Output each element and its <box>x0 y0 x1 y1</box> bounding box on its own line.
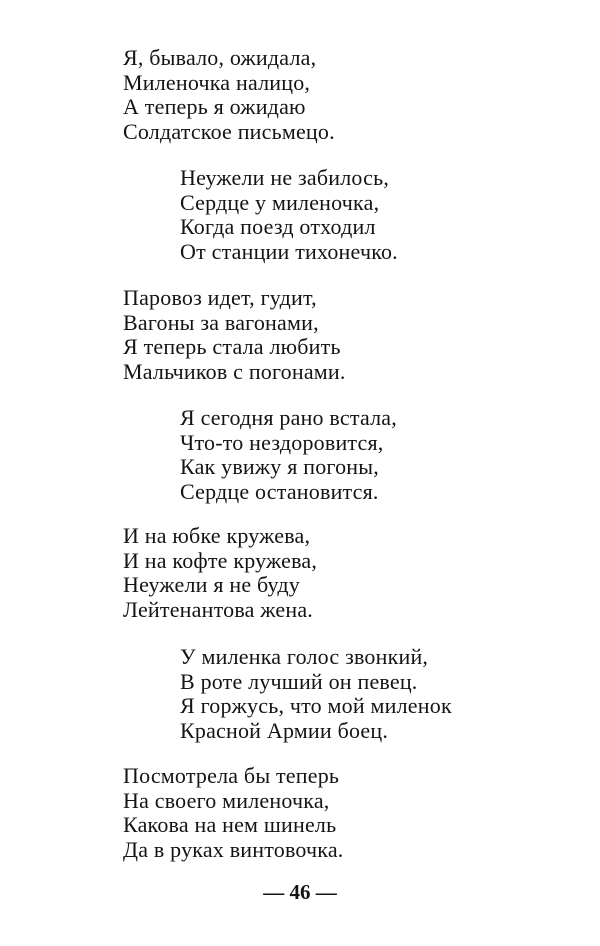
stanza-4 <box>180 406 397 504</box>
verse-line: Красной Армии боец. <box>180 717 389 743</box>
verse-line: У миленка голос звонкий, <box>180 644 429 669</box>
verse-line: А теперь я ожидаю <box>123 94 306 119</box>
verse-line: Неужели не забилось, <box>180 165 390 190</box>
verse-line: Солдатское письмецо. <box>123 118 335 144</box>
verse-line: Мальчиков с погонами. <box>123 358 346 384</box>
stanza-5 <box>123 524 317 622</box>
verse-line: Я сегодня рано встала, <box>180 405 397 430</box>
page-number: — 46 — <box>263 880 337 904</box>
verse-line: Сердце у миленочка, <box>180 189 380 215</box>
verse-line: Я теперь стала любить <box>123 334 341 359</box>
verse-line: Посмотрела бы теперь <box>123 763 340 788</box>
stanza-3 <box>123 286 346 384</box>
verse-line: Миленочка налицо, <box>123 69 311 95</box>
verse-line: Сердце остановится. <box>180 478 379 504</box>
verse-line: Я горжусь, что мой миленок <box>180 693 452 718</box>
stanza-7 <box>123 764 344 862</box>
verse-line: И на кофте кружева, <box>123 547 318 573</box>
verse-line: Как увижу я погоны, <box>180 454 379 479</box>
stanza-1 <box>123 46 335 144</box>
verse-line: Паровоз идет, гудит, <box>123 285 317 310</box>
verse-line: Да в руках винтовочка. <box>123 836 344 862</box>
verse-line: И на юбке кружева, <box>123 523 311 548</box>
verse-line: Какова на нем шинель <box>123 812 337 837</box>
stanza-2 <box>180 166 398 264</box>
verse-line: Я, бывало, ожидала, <box>123 45 317 70</box>
verse-line: Вагоны за вагонами, <box>123 309 319 335</box>
verse-line: На своего миленочка, <box>123 787 330 813</box>
verse-line: Неужели я не буду <box>123 572 300 597</box>
verse-line: В роте лучший он певец. <box>180 668 418 694</box>
stanza-6 <box>180 645 452 743</box>
verse-line: От станции тихонечко. <box>180 238 398 264</box>
verse-line: Что-то нездоровится, <box>180 429 384 455</box>
verse-line: Лейтенантова жена. <box>123 596 313 622</box>
verse-line: Когда поезд отходил <box>180 214 376 239</box>
